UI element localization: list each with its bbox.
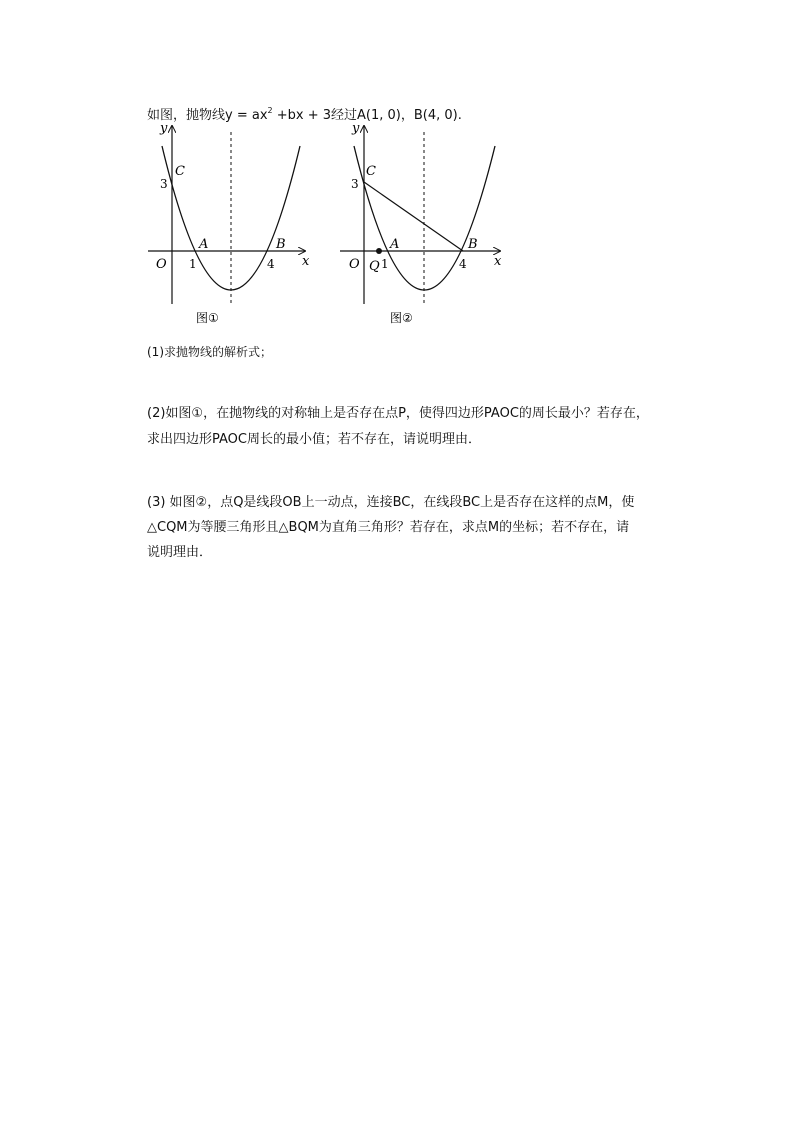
question-3-line-2: △CQM为等腰三角形且△BQM为直角三角形？若存在，求点M的坐标；若不存在，请: [147, 520, 630, 535]
fig2-x-label: x: [494, 254, 502, 269]
equation-rest: +bx + 3: [272, 108, 332, 123]
fig2-point-q-dot: [376, 248, 382, 254]
fig1-x-label: x: [302, 254, 310, 269]
fig2-segment-bc: [364, 182, 463, 251]
question-3-line-3: 说明理由．: [147, 545, 213, 560]
equation-exponent: 2: [267, 106, 273, 115]
fig2-point-a: A: [390, 237, 400, 252]
question-2-line-2: 求出四边形PAOC周长的最小值；若不存在，请说明理由．: [147, 432, 481, 447]
equation-main: y = ax: [225, 108, 268, 123]
intro-suffix: 经过A(1, 0)，B(4, 0).: [331, 108, 462, 123]
fig2-tick-1: 1: [381, 257, 389, 271]
figures-svg: [140, 118, 520, 333]
fig1-tick-4: 4: [267, 257, 275, 271]
fig2-point-c: C: [366, 164, 376, 179]
fig2-tick-4: 4: [459, 257, 467, 271]
question-3-line-1: (3) 如图②，点Q是线段OB上一动点，连接BC，在线段BC上是否存在这样的点M，使: [147, 495, 635, 510]
fig2-y-label: y: [352, 121, 360, 136]
fig2-origin-label: O: [349, 257, 360, 272]
figure-1: [148, 121, 310, 325]
fig1-caption: 图①: [196, 311, 219, 325]
fig1-y-label: y: [160, 121, 168, 136]
figure-2: [340, 121, 502, 325]
fig1-point-c: C: [175, 164, 185, 179]
fig2-point-q: Q: [369, 259, 380, 274]
fig1-tick-3: 3: [160, 177, 168, 191]
fig1-origin-label: O: [156, 257, 167, 272]
fig1-point-a: A: [199, 237, 209, 252]
question-1: (1)求抛物线的解析式；: [147, 345, 272, 359]
fig1-tick-1: 1: [189, 257, 197, 271]
intro-prefix: 如图，抛物线: [147, 108, 226, 123]
question-2-line-1: (2)如图①，在抛物线的对称轴上是否存在点P，使得四边形PAOC的周长最小？若存在，: [147, 406, 649, 421]
fig1-point-b: B: [276, 237, 286, 252]
fig2-caption: 图②: [390, 311, 413, 325]
fig2-point-b: B: [468, 237, 478, 252]
fig2-tick-3: 3: [351, 177, 359, 191]
figures: [140, 118, 520, 333]
